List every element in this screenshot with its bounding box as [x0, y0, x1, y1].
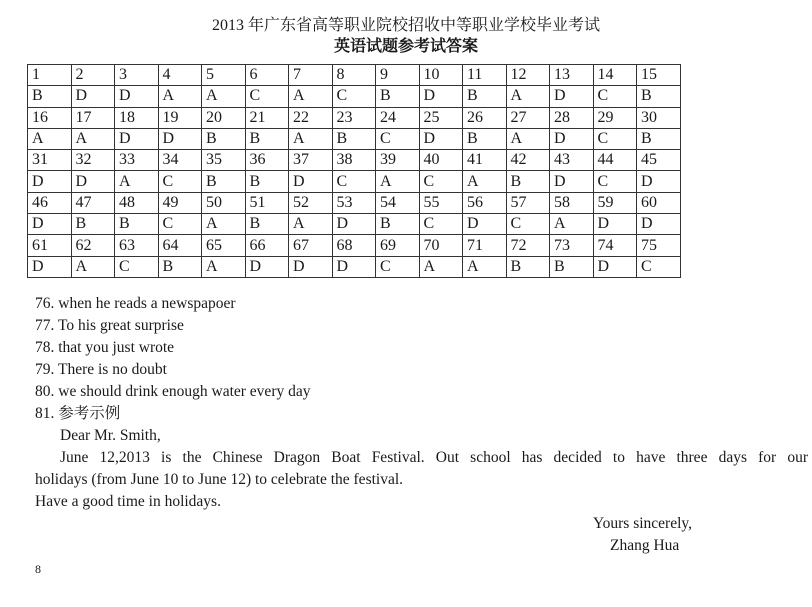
answer-cell: D	[637, 171, 681, 192]
answer-cell: D	[419, 86, 463, 107]
answer-cell: B	[245, 171, 289, 192]
answer-cell: B	[202, 171, 246, 192]
question-number-cell: 58	[550, 192, 594, 213]
answer-cell: C	[376, 128, 420, 149]
answer-cell: D	[71, 86, 115, 107]
question-number-cell: 63	[115, 235, 159, 256]
answer-cell: D	[332, 214, 376, 235]
document-title: 2013 年广东省高等职业院校招收中等职业学校毕业考试	[211, 17, 600, 34]
question-number-cell: 51	[245, 192, 289, 213]
answer-cell: A	[550, 214, 594, 235]
question-number-cell: 9	[376, 65, 420, 86]
question-number-cell: 12	[506, 65, 550, 86]
answer-cell: D	[637, 214, 681, 235]
fill-in-answer-77: 77. To his great surprise	[35, 317, 184, 334]
answer-cell: D	[158, 128, 202, 149]
question-number-cell: 10	[419, 65, 463, 86]
question-number-cell: 2	[71, 65, 115, 86]
answer-cell: C	[332, 86, 376, 107]
answer-cell: A	[71, 256, 115, 277]
letter-body-line-2: holidays (from June 10 to June 12) to celebrate the festival.	[35, 471, 404, 488]
question-number-cell: 48	[115, 192, 159, 213]
question-number-cell: 11	[463, 65, 507, 86]
answer-cell: B	[158, 256, 202, 277]
answer-cell: A	[289, 128, 333, 149]
answer-cell: C	[506, 214, 550, 235]
question-number-row	[28, 150, 681, 171]
letter-closing-block	[593, 513, 692, 557]
question-number-cell: 71	[463, 235, 507, 256]
answer-row	[28, 171, 681, 192]
answer-cell: A	[463, 256, 507, 277]
question-number-cell: 40	[419, 150, 463, 171]
answer-cell: A	[506, 86, 550, 107]
letter-greeting: Dear Mr. Smith,	[60, 427, 161, 444]
answer-cell: C	[637, 256, 681, 277]
question-number-cell: 8	[332, 65, 376, 86]
question-number-cell: 61	[28, 235, 72, 256]
question-number-cell: 32	[71, 150, 115, 171]
answer-cell: C	[115, 256, 159, 277]
question-number-cell: 27	[506, 107, 550, 128]
question-number-cell: 64	[158, 235, 202, 256]
answer-cell: A	[202, 86, 246, 107]
question-number-cell: 52	[289, 192, 333, 213]
question-number-row	[28, 192, 681, 213]
answer-cell: A	[376, 171, 420, 192]
question-number-cell: 75	[637, 235, 681, 256]
answer-cell: A	[419, 256, 463, 277]
question-number-cell: 57	[506, 192, 550, 213]
question-number-cell: 25	[419, 107, 463, 128]
answer-cell: D	[332, 256, 376, 277]
answer-cell: D	[463, 214, 507, 235]
answer-cell: B	[332, 128, 376, 149]
question-number-cell: 42	[506, 150, 550, 171]
answer-cell: A	[158, 86, 202, 107]
question-number-cell: 62	[71, 235, 115, 256]
answer-cell: C	[419, 214, 463, 235]
answer-key-table	[27, 64, 681, 278]
answer-cell: D	[245, 256, 289, 277]
answer-cell: D	[289, 171, 333, 192]
question-number-cell: 26	[463, 107, 507, 128]
page-number: 8	[35, 562, 41, 576]
answer-cell: D	[289, 256, 333, 277]
question-number-cell: 7	[289, 65, 333, 86]
question-number-cell: 53	[332, 192, 376, 213]
answer-cell: C	[593, 128, 637, 149]
question-number-cell: 49	[158, 192, 202, 213]
answer-cell: D	[71, 171, 115, 192]
answer-cell: D	[28, 171, 72, 192]
question-number-cell: 38	[332, 150, 376, 171]
answer-cell: B	[115, 214, 159, 235]
question-number-cell: 29	[593, 107, 637, 128]
question-number-cell: 50	[202, 192, 246, 213]
answer-cell: A	[463, 171, 507, 192]
answer-cell: B	[506, 256, 550, 277]
answer-cell: B	[463, 128, 507, 149]
answer-cell: A	[289, 86, 333, 107]
answer-row	[28, 128, 681, 149]
answer-cell: C	[332, 171, 376, 192]
answer-cell: C	[593, 171, 637, 192]
letter-closing: Yours sincerely,	[593, 515, 693, 532]
answer-cell: A	[28, 128, 72, 149]
question-number-cell: 17	[71, 107, 115, 128]
question-number-cell: 65	[202, 235, 246, 256]
answer-row	[28, 256, 681, 277]
answer-cell: D	[593, 256, 637, 277]
answer-cell: A	[506, 128, 550, 149]
answer-cell: B	[245, 214, 289, 235]
answer-cell: A	[289, 214, 333, 235]
answer-cell: D	[28, 214, 72, 235]
question-number-cell: 70	[419, 235, 463, 256]
answer-cell: C	[419, 171, 463, 192]
answer-row	[28, 86, 681, 107]
question-number-cell: 22	[289, 107, 333, 128]
answer-cell: B	[376, 86, 420, 107]
question-number-cell: 21	[245, 107, 289, 128]
question-number-cell: 24	[376, 107, 420, 128]
question-number-row	[28, 65, 681, 86]
question-number-cell: 44	[593, 150, 637, 171]
answer-cell: B	[637, 86, 681, 107]
question-number-cell: 74	[593, 235, 637, 256]
answer-cell: D	[115, 128, 159, 149]
answer-cell: C	[158, 214, 202, 235]
answer-cell: B	[71, 214, 115, 235]
question-number-cell: 16	[28, 107, 72, 128]
question-number-cell: 23	[332, 107, 376, 128]
answer-cell: B	[463, 86, 507, 107]
answer-cell: B	[637, 128, 681, 149]
question-number-row	[28, 107, 681, 128]
fill-in-answer-76: 76. when he reads a newspapoer	[35, 295, 236, 312]
letter-body-line-1: June 12,2013 is the Chinese Dragon Boat Festival. Out school has decided to have three days for our	[60, 449, 808, 466]
question-number-cell: 67	[289, 235, 333, 256]
question-number-cell: 5	[202, 65, 246, 86]
question-number-cell: 46	[28, 192, 72, 213]
question-number-cell: 69	[376, 235, 420, 256]
question-number-cell: 60	[637, 192, 681, 213]
question-number-cell: 33	[115, 150, 159, 171]
question-number-cell: 31	[28, 150, 72, 171]
question-number-cell: 43	[550, 150, 594, 171]
answer-row	[28, 214, 681, 235]
question-number-cell: 30	[637, 107, 681, 128]
question-number-cell: 4	[158, 65, 202, 86]
question-number-cell: 39	[376, 150, 420, 171]
question-number-cell: 14	[593, 65, 637, 86]
question-number-cell: 72	[506, 235, 550, 256]
answer-cell: B	[550, 256, 594, 277]
question-number-cell: 41	[463, 150, 507, 171]
letter-signature: Zhang Hua	[610, 537, 680, 554]
answer-cell: D	[550, 171, 594, 192]
question-number-cell: 18	[115, 107, 159, 128]
question-number-cell: 13	[550, 65, 594, 86]
question-number-cell: 20	[202, 107, 246, 128]
question-number-cell: 15	[637, 65, 681, 86]
answer-cell: A	[71, 128, 115, 149]
answer-cell: A	[202, 256, 246, 277]
answer-cell: D	[28, 256, 72, 277]
question-number-cell: 59	[593, 192, 637, 213]
answer-cell: D	[593, 214, 637, 235]
question-number-cell: 37	[289, 150, 333, 171]
writing-heading: 81. 参考示例	[35, 405, 121, 422]
answer-cell: C	[593, 86, 637, 107]
fill-in-answer-79: 79. There is no doubt	[35, 361, 167, 378]
answer-text-section	[35, 293, 808, 513]
question-number-cell: 56	[463, 192, 507, 213]
fill-in-answer-78: 78. that you just wrote	[35, 339, 175, 356]
question-number-cell: 45	[637, 150, 681, 171]
question-number-cell: 6	[245, 65, 289, 86]
answer-cell: B	[376, 214, 420, 235]
question-number-cell: 73	[550, 235, 594, 256]
answer-cell: D	[550, 128, 594, 149]
answer-cell: D	[115, 86, 159, 107]
question-number-cell: 47	[71, 192, 115, 213]
question-number-cell: 66	[245, 235, 289, 256]
question-number-cell: 68	[332, 235, 376, 256]
answer-cell: C	[245, 86, 289, 107]
answer-cell: D	[419, 128, 463, 149]
answer-cell: B	[28, 86, 72, 107]
answer-cell: D	[550, 86, 594, 107]
answer-cell: B	[202, 128, 246, 149]
question-number-cell: 28	[550, 107, 594, 128]
answer-cell: A	[115, 171, 159, 192]
question-number-cell: 36	[245, 150, 289, 171]
question-number-cell: 35	[202, 150, 246, 171]
letter-body-line-3: Have a good time in holidays.	[35, 493, 221, 510]
question-number-cell: 3	[115, 65, 159, 86]
question-number-cell: 55	[419, 192, 463, 213]
question-number-cell: 34	[158, 150, 202, 171]
answer-cell: C	[376, 256, 420, 277]
fill-in-answer-80: 80. we should drink enough water every day	[35, 383, 311, 400]
question-number-cell: 54	[376, 192, 420, 213]
answer-cell: C	[158, 171, 202, 192]
answer-cell: B	[245, 128, 289, 149]
document-subtitle: 英语试题参考试答案	[333, 38, 478, 55]
question-number-cell: 1	[28, 65, 72, 86]
question-number-row	[28, 235, 681, 256]
answer-cell: B	[506, 171, 550, 192]
answer-cell: A	[202, 214, 246, 235]
question-number-cell: 19	[158, 107, 202, 128]
